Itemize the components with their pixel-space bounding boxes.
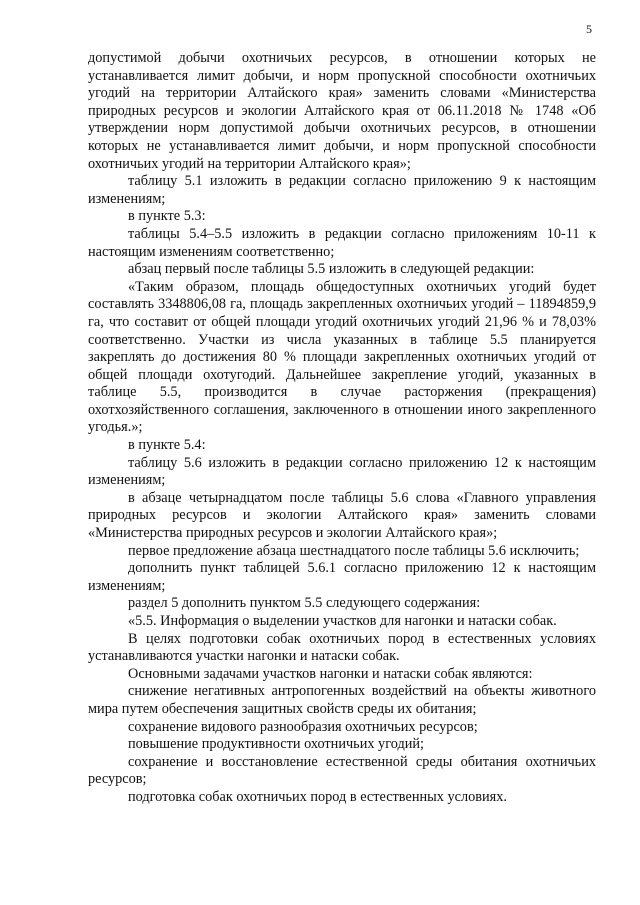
paragraph: повышение продуктивности охотничьих угодий; bbox=[128, 736, 425, 753]
paragraph: сохранение видового разнообразия охотничьих ресурсов; bbox=[128, 718, 478, 735]
document-body bbox=[88, 50, 596, 807]
paragraph: в пункте 5.4: bbox=[128, 437, 206, 454]
paragraph: в абзаце четырнадцатом после таблицы 5.6 слова «Главного управления природных ресурсов и экологии Алтайского края» заменить словами «Министерства природных ресурсов и экологии Алтайского края»; bbox=[88, 489, 596, 542]
paragraph: Основными задачами участков нагонки и натаски собак являются: bbox=[128, 665, 533, 682]
paragraph: абзац первый после таблицы 5.5 изложить в следующей редакции: bbox=[128, 261, 535, 278]
paragraph: В целях подготовки собак охотничьих пород в естественных условиях устанавливаются участки нагонки и натаски собак. bbox=[88, 630, 596, 665]
paragraph: подготовка собак охотничьих пород в естественных условиях. bbox=[128, 788, 507, 805]
paragraph: допустимой добычи охотничьих ресурсов, в отношении которых не устанавливается лимит добычи, и норм пропускной способности охотничьих угодий на территории Алтайского края» заменить словами «Министерства природных ресурсов и экологии Алтайского края от 06.11.2018 № 1748 «Об утверждении норм допустимой добычи охотничьих ресурсов, в отношении которых не устанавливается лимит добычи, и норм пропускной способности охотничьих угодий на территории Алтайского края»; bbox=[88, 50, 596, 172]
paragraph: «5.5. Информация о выделении участков для нагонки и натаски собак. bbox=[128, 613, 557, 629]
paragraph: дополнить пункт таблицей 5.6.1 согласно приложению 12 к настоящим изменениям; bbox=[88, 560, 596, 594]
paragraph: таблицу 5.6 изложить в редакции согласно приложению 12 к настоящим изменениям; bbox=[88, 454, 596, 489]
paragraph: в пункте 5.3: bbox=[128, 208, 206, 225]
paragraph: снижение негативных антропогенных воздействий на объекты животного мира путем обеспечения защитных свойств среды их обитания; bbox=[88, 683, 596, 717]
paragraph: таблицы 5.4–5.5 изложить в редакции согласно приложениям 10-11 к настоящим изменениям соответственно; bbox=[88, 225, 596, 260]
paragraph: первое предложение абзаца шестнадцатого после таблицы 5.6 исключить; bbox=[128, 542, 580, 559]
paragraph: сохранение и восстановление естественной среды обитания охотничьих ресурсов; bbox=[88, 753, 596, 788]
paragraph: раздел 5 дополнить пунктом 5.5 следующего содержания: bbox=[128, 595, 481, 612]
paragraph: таблицу 5.1 изложить в редакции согласно приложению 9 к настоящим изменениям; bbox=[88, 173, 596, 207]
paragraph: «Таким образом, площадь общедоступных охотничьих угодий будет составлять 3348806,08 га, площадь закрепленных охотничьих угодий – 11894859,9 га, что составит от общей площади угодий охотничьих угодий 21,96 % и 78,03% соответственно. Участки из числа указанных в таблице 5.5 планируется закреплять до достижения 80 % площади закрепленных охотничьих угодий от общей площади охотугодий. Дальнейшее закрепление угодий, указанных в таблице 5.5, производится в случае расторжения (прекращения) охотхозяйственного соглашения, заключенного в отношении иного закрепленного угодья.»; bbox=[88, 278, 596, 436]
page-number: 5 bbox=[586, 22, 592, 36]
